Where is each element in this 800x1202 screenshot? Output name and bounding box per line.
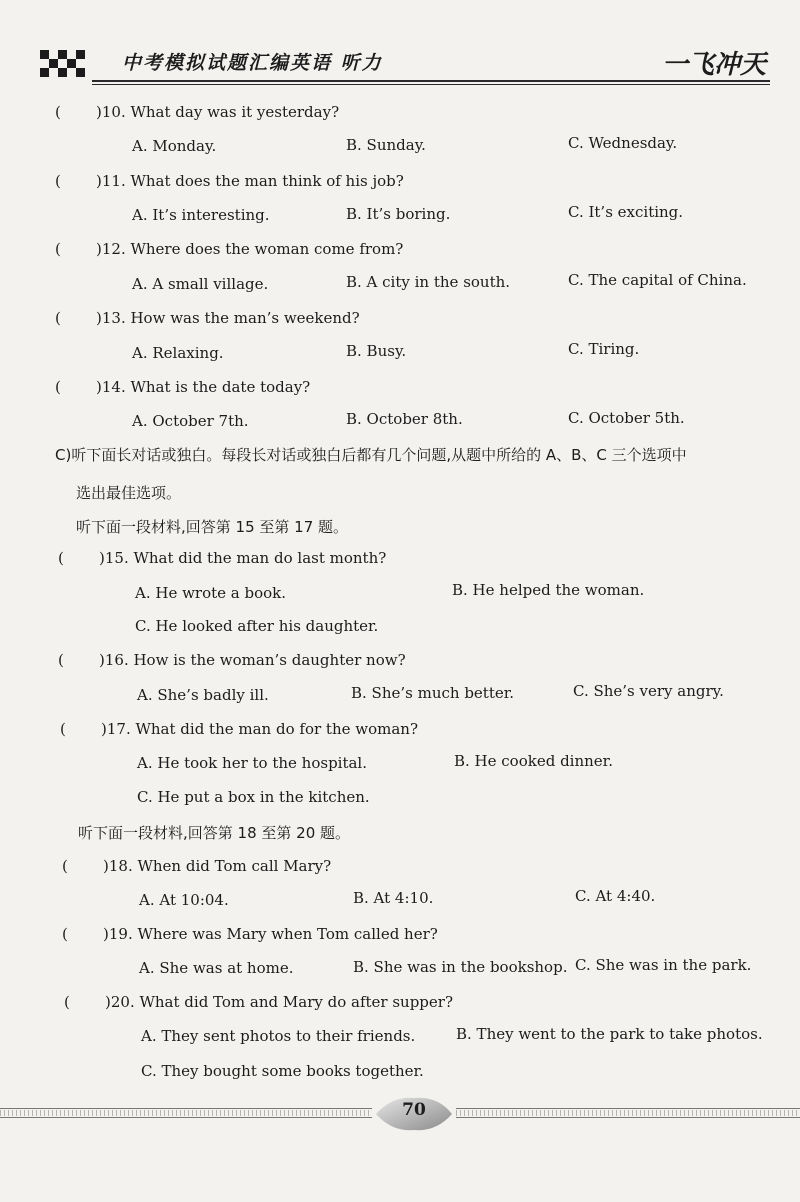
book-title: 中考模拟试题汇编英语 听力	[122, 52, 383, 74]
q18-option-a: A. At 10:04.	[139, 891, 229, 909]
sub-instruction-15-17: 听下面一段材料,回答第 15 至第 17 题。	[76, 518, 349, 536]
q16-option-c: C. She’s very angry.	[573, 682, 724, 700]
q10-option-a: A. Monday.	[132, 137, 217, 155]
footer-ornament-left	[0, 1108, 372, 1118]
question-19: )19. Where was Mary when Tom called her?	[103, 925, 438, 943]
footer-ornament-right	[456, 1108, 800, 1118]
q20-option-b: B. They went to the park to take photos.	[456, 1025, 763, 1043]
answer-paren: (	[60, 720, 66, 738]
page-number: 70	[402, 1100, 426, 1120]
q11-option-a: A. It’s interesting.	[132, 206, 270, 224]
question-18: )18. When did Tom call Mary?	[103, 857, 332, 875]
page-header	[0, 0, 800, 90]
q17-option-b: B. He cooked dinner.	[454, 752, 613, 770]
answer-paren: (	[55, 240, 61, 258]
page-number-badge	[372, 1094, 456, 1134]
question-12: )12. Where does the woman come from?	[96, 240, 404, 258]
q13-option-c: C. Tiring.	[568, 340, 640, 358]
answer-paren: (	[62, 925, 68, 943]
question-17: )17. What did the man do for the woman?	[101, 720, 418, 738]
answer-paren: (	[58, 549, 64, 567]
question-16: )16. How is the woman’s daughter now?	[99, 651, 406, 669]
question-20: )20. What did Tom and Mary do after supper?	[105, 993, 454, 1011]
answer-paren: (	[55, 378, 61, 396]
q14-option-a: A. October 7th.	[132, 412, 249, 430]
question-11: )11. What does the man think of his job?	[96, 172, 404, 190]
question-15: )15. What did the man do last month?	[99, 549, 387, 567]
sub-instruction-18-20: 听下面一段材料,回答第 18 至第 20 题。	[78, 824, 351, 842]
section-c-instruction: C)听下面长对话或独白。每段长对话或独白后都有几个问题,从题中所给的 A、B、C 三个选项中	[55, 446, 687, 464]
brand-logo-text: 一飞冲天	[661, 50, 766, 80]
answer-paren: (	[55, 103, 61, 121]
checker-logo-icon	[40, 50, 90, 82]
q19-option-a: A. She was at home.	[139, 959, 294, 977]
q13-option-b: B. Busy.	[346, 342, 407, 360]
answer-paren: (	[55, 309, 61, 327]
q13-option-a: A. Relaxing.	[132, 344, 224, 362]
q15-option-a: A. He wrote a book.	[135, 584, 287, 602]
q12-option-b: B. A city in the south.	[346, 273, 511, 291]
answer-paren: (	[62, 857, 68, 875]
q19-option-c: C. She was in the park.	[575, 956, 752, 974]
answer-paren: (	[64, 993, 70, 1011]
question-10: )10. What day was it yesterday?	[96, 103, 340, 121]
q10-option-b: B. Sunday.	[346, 136, 426, 154]
question-14: )14. What is the date today?	[96, 378, 311, 396]
q20-option-a: A. They sent photos to their friends.	[141, 1027, 416, 1045]
q16-option-a: A. She’s badly ill.	[137, 686, 269, 704]
q14-option-b: B. October 8th.	[346, 410, 463, 428]
question-13: )13. How was the man’s weekend?	[96, 309, 360, 327]
q17-option-c: C. He put a box in the kitchen.	[137, 788, 370, 806]
q20-option-c: C. They bought some books together.	[141, 1062, 424, 1080]
q18-option-c: C. At 4:40.	[575, 887, 656, 905]
q11-option-c: C. It’s exciting.	[568, 203, 684, 221]
q17-option-a: A. He took her to the hospital.	[137, 754, 368, 772]
q14-option-c: C. October 5th.	[568, 409, 685, 427]
header-rule-thin	[92, 84, 770, 85]
q15-option-b: B. He helped the woman.	[452, 581, 645, 599]
answer-paren: (	[55, 172, 61, 190]
q12-option-c: C. The capital of China.	[568, 271, 747, 289]
q10-option-c: C. Wednesday.	[568, 134, 678, 152]
q18-option-b: B. At 4:10.	[353, 889, 434, 907]
q15-option-c: C. He looked after his daughter.	[135, 617, 379, 635]
q11-option-b: B. It’s boring.	[346, 205, 451, 223]
header-rule	[92, 80, 770, 82]
q16-option-b: B. She’s much better.	[351, 684, 515, 702]
answer-paren: (	[58, 651, 64, 669]
q12-option-a: A. A small village.	[132, 275, 269, 293]
section-c-instruction-cont: 选出最佳选项。	[76, 484, 182, 502]
q19-option-b: B. She was in the bookshop.	[353, 958, 568, 976]
